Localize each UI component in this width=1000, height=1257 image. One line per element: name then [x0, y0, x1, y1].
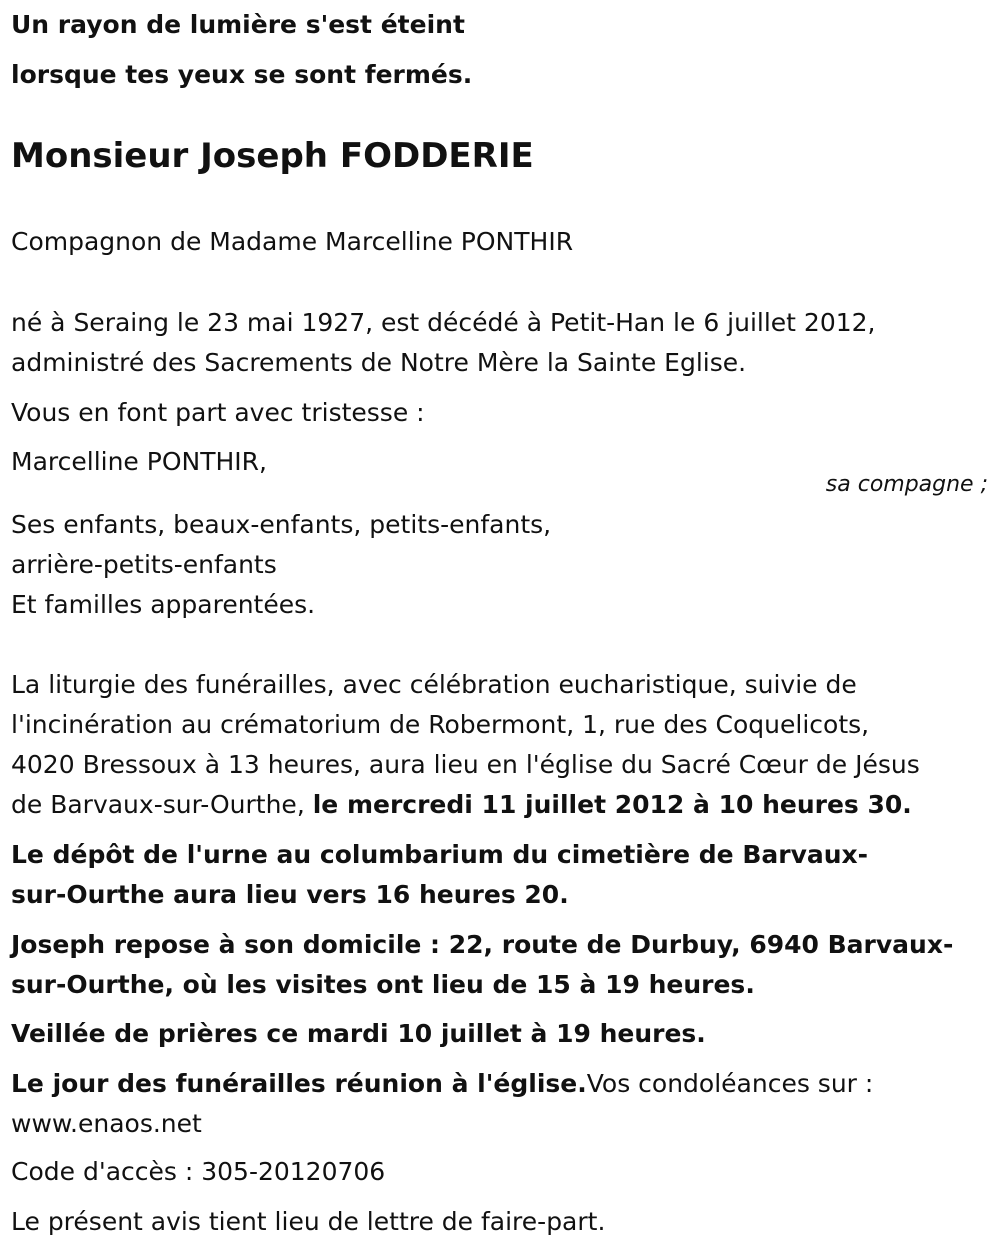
urn-line-1: Le dépôt de l'urne au columbarium du cimetière de Barvaux- [11, 840, 869, 869]
liturgy-place: de Barvaux-sur-Ourthe, [11, 790, 313, 819]
website-link[interactable]: www.enaos.net [11, 1109, 202, 1138]
family-line-1: Ses enfants, beaux-enfants, petits-enfants, [11, 510, 552, 539]
access-code: Code d'accès : 305-20120706 [11, 1157, 386, 1186]
epigraph-line-2: lorsque tes yeux se sont fermés. [11, 60, 473, 89]
partner-role: sa compagne ; [825, 472, 988, 497]
repose-line-1: Joseph repose à son domicile : 22, route de Durbuy, 6940 Barvaux- [11, 930, 954, 959]
epigraph-line-1: Un rayon de lumière s'est éteint [11, 10, 465, 39]
family-line-3: Et familles apparentées. [11, 590, 316, 619]
relation: Compagnon de Madame Marcelline PONTHIR [11, 227, 574, 256]
meeting-line [11, 1064, 873, 1104]
liturgy-line-3: 4020 Bressoux à 13 heures, aura lieu en l'église du Sacré Cœur de Jésus [11, 750, 920, 779]
liturgy-line-2: l'incinération au crématorium de Robermont, 1, rue des Coquelicots, [11, 710, 870, 739]
announcement: Vous en font part avec tristesse : [11, 398, 425, 427]
liturgy-line-4 [11, 785, 912, 825]
birth-death-line-2: administré des Sacrements de Notre Mère la Sainte Eglise. [11, 348, 747, 377]
meeting-church: Le jour des funérailles réunion à l'église. [11, 1069, 587, 1098]
family-line-2: arrière-petits-enfants [11, 550, 277, 579]
repose-line-2: sur-Ourthe, où les visites ont lieu de 15 à 19 heures. [11, 970, 755, 999]
deceased-name: Monsieur Joseph FODDERIE [11, 136, 534, 176]
liturgy-line-1: La liturgie des funérailles, avec célébration eucharistique, suivie de [11, 670, 857, 699]
liturgy-date: le mercredi 11 juillet 2012 à 10 heures 30. [312, 790, 912, 819]
closing-note: Le présent avis tient lieu de lettre de faire-part. [11, 1207, 606, 1236]
urn-line-2: sur-Ourthe aura lieu vers 16 heures 20. [11, 880, 569, 909]
partner-name: Marcelline PONTHIR, [11, 447, 267, 476]
condolences-label: Vos condoléances sur : [586, 1069, 874, 1098]
birth-death-line-1: né à Seraing le 23 mai 1927, est décédé à Petit-Han le 6 juillet 2012, [11, 308, 876, 337]
vigil: Veillée de prières ce mardi 10 juillet à 19 heures. [11, 1019, 706, 1048]
